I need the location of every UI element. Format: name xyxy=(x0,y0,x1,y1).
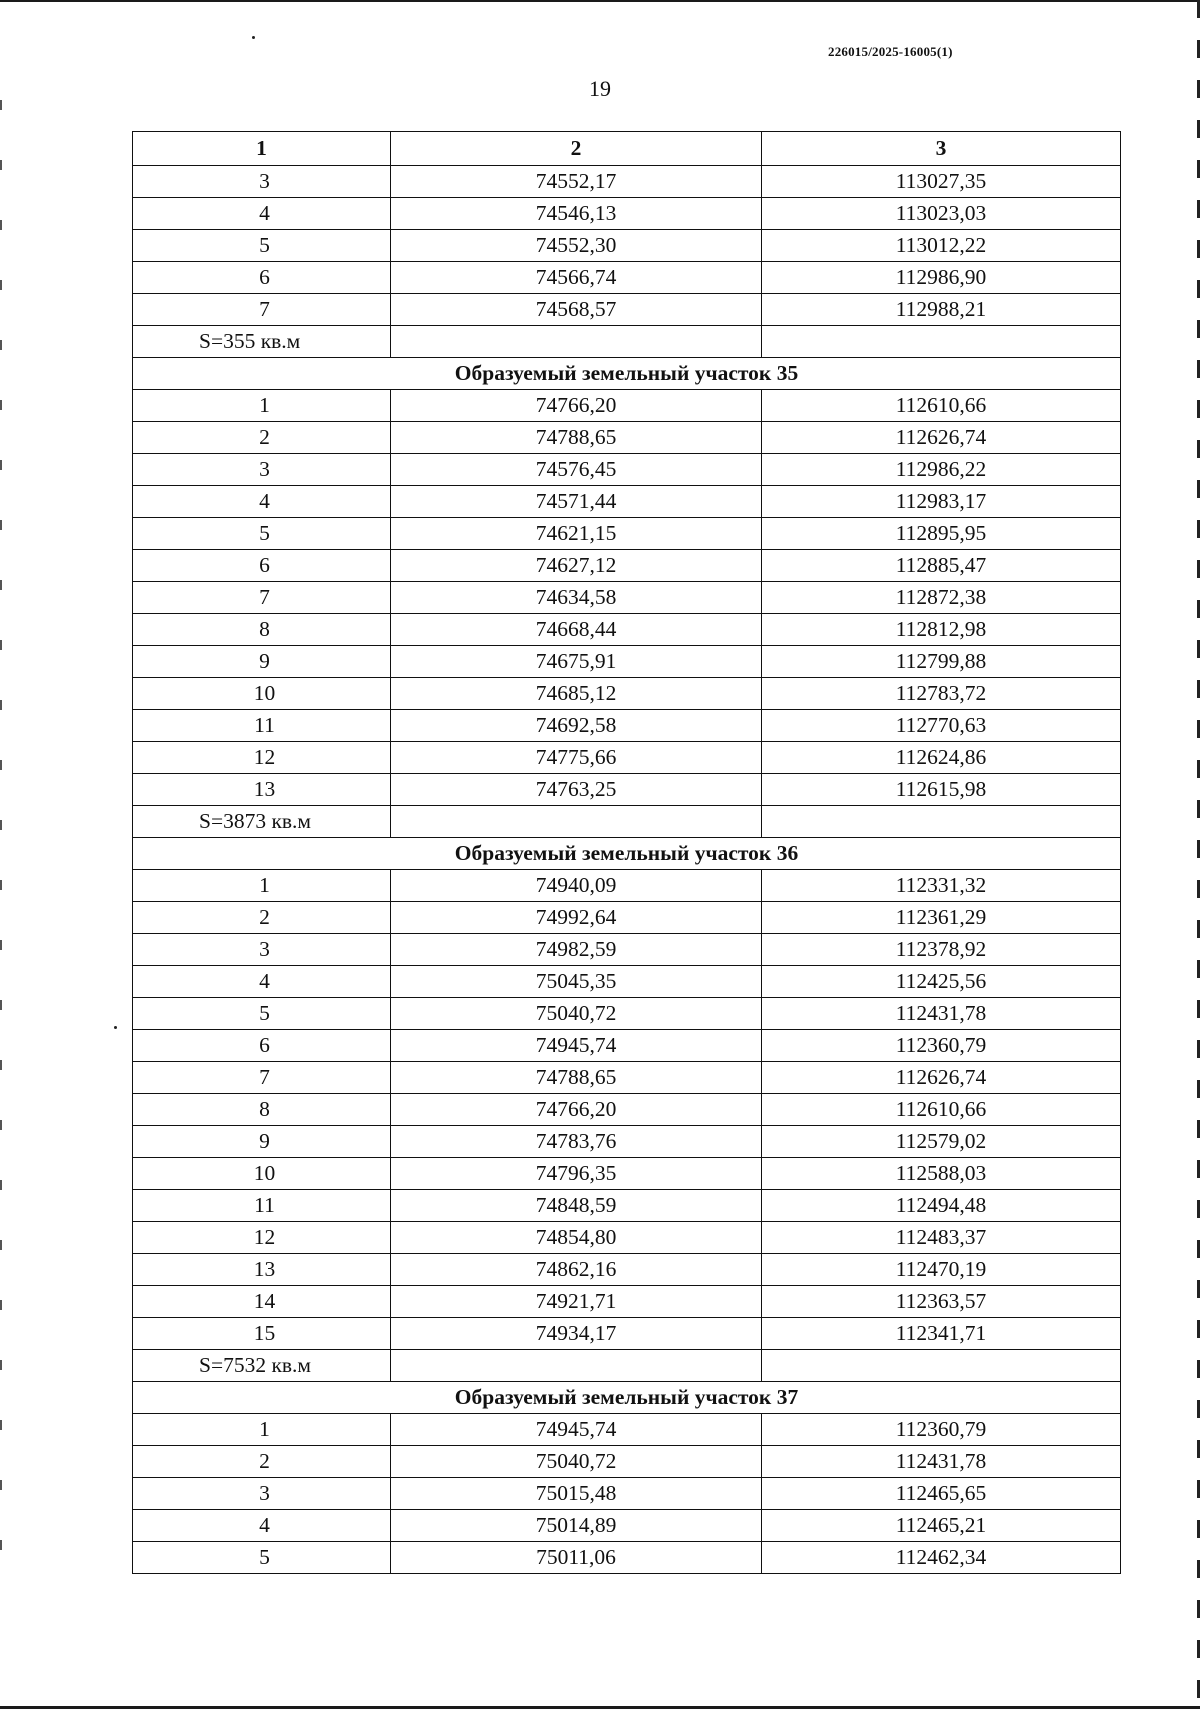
x-coordinate-cell: 74934,17 xyxy=(391,1318,762,1350)
point-number-cell: 4 xyxy=(133,966,391,998)
scan-edge-left xyxy=(0,100,2,1600)
y-coordinate-cell: 112360,79 xyxy=(762,1414,1121,1446)
point-number-cell: 7 xyxy=(133,294,391,326)
y-coordinate-cell: 112895,95 xyxy=(762,518,1121,550)
page-number: 19 xyxy=(589,76,611,101)
table-row xyxy=(133,1094,1121,1126)
area-cell: S=355 кв.м xyxy=(133,326,391,358)
y-coordinate-cell: 112626,74 xyxy=(762,422,1121,454)
column-header: 3 xyxy=(762,132,1121,166)
y-coordinate-cell: 112363,57 xyxy=(762,1286,1121,1318)
point-number-cell: 14 xyxy=(133,1286,391,1318)
x-coordinate-cell: 74766,20 xyxy=(391,1094,762,1126)
y-coordinate-cell: 113012,22 xyxy=(762,230,1121,262)
y-coordinate-cell: 112986,90 xyxy=(762,262,1121,294)
table-row xyxy=(133,934,1121,966)
x-coordinate-cell: 74945,74 xyxy=(391,1414,762,1446)
area-row xyxy=(133,1350,1121,1382)
x-coordinate-cell: 74775,66 xyxy=(391,742,762,774)
x-coordinate-cell: 74692,58 xyxy=(391,710,762,742)
point-number-cell: 3 xyxy=(133,1478,391,1510)
x-coordinate-cell: 74668,44 xyxy=(391,614,762,646)
x-coordinate-cell: 75015,48 xyxy=(391,1478,762,1510)
empty-cell xyxy=(762,326,1121,358)
area-cell: S=3873 кв.м xyxy=(133,806,391,838)
y-coordinate-cell: 112360,79 xyxy=(762,1030,1121,1062)
y-coordinate-cell: 112425,56 xyxy=(762,966,1121,998)
point-number-cell: 4 xyxy=(133,1510,391,1542)
point-number-cell: 12 xyxy=(133,742,391,774)
table-row xyxy=(133,998,1121,1030)
y-coordinate-cell: 112465,65 xyxy=(762,1478,1121,1510)
y-coordinate-cell: 113023,03 xyxy=(762,198,1121,230)
point-number-cell: 5 xyxy=(133,998,391,1030)
scan-speck xyxy=(252,36,255,39)
plot-heading: Образуемый земельный участок 35 xyxy=(133,358,1121,390)
x-coordinate-cell: 75040,72 xyxy=(391,998,762,1030)
table-row xyxy=(133,646,1121,678)
y-coordinate-cell: 112783,72 xyxy=(762,678,1121,710)
table-row xyxy=(133,390,1121,422)
x-coordinate-cell: 74854,80 xyxy=(391,1222,762,1254)
y-coordinate-cell: 112610,66 xyxy=(762,390,1121,422)
x-coordinate-cell: 74685,12 xyxy=(391,678,762,710)
plot-heading-row xyxy=(133,1382,1121,1414)
point-number-cell: 3 xyxy=(133,934,391,966)
point-number-cell: 6 xyxy=(133,550,391,582)
coordinates-table xyxy=(132,131,1121,1574)
y-coordinate-cell: 112465,21 xyxy=(762,1510,1121,1542)
table-row xyxy=(133,1222,1121,1254)
point-number-cell: 10 xyxy=(133,1158,391,1190)
y-coordinate-cell: 112483,37 xyxy=(762,1222,1121,1254)
x-coordinate-cell: 74940,09 xyxy=(391,870,762,902)
point-number-cell: 8 xyxy=(133,614,391,646)
table-row xyxy=(133,1478,1121,1510)
plot-heading: Образуемый земельный участок 37 xyxy=(133,1382,1121,1414)
table-row xyxy=(133,1286,1121,1318)
table-row xyxy=(133,870,1121,902)
table-row xyxy=(133,422,1121,454)
table-row xyxy=(133,198,1121,230)
x-coordinate-cell: 74945,74 xyxy=(391,1030,762,1062)
table-row xyxy=(133,1510,1121,1542)
y-coordinate-cell: 112494,48 xyxy=(762,1190,1121,1222)
empty-cell xyxy=(762,1350,1121,1382)
table-row xyxy=(133,1318,1121,1350)
y-coordinate-cell: 112615,98 xyxy=(762,774,1121,806)
x-coordinate-cell: 75011,06 xyxy=(391,1542,762,1574)
table-row xyxy=(133,1190,1121,1222)
scan-edge-bottom xyxy=(0,1703,1200,1709)
point-number-cell: 3 xyxy=(133,166,391,198)
y-coordinate-cell: 112799,88 xyxy=(762,646,1121,678)
point-number-cell: 1 xyxy=(133,870,391,902)
x-coordinate-cell: 74848,59 xyxy=(391,1190,762,1222)
x-coordinate-cell: 75040,72 xyxy=(391,1446,762,1478)
table-row xyxy=(133,454,1121,486)
x-coordinate-cell: 75014,89 xyxy=(391,1510,762,1542)
point-number-cell: 1 xyxy=(133,1414,391,1446)
x-coordinate-cell: 74766,20 xyxy=(391,390,762,422)
x-coordinate-cell: 74763,25 xyxy=(391,774,762,806)
table-row xyxy=(133,582,1121,614)
point-number-cell: 9 xyxy=(133,646,391,678)
point-number-cell: 3 xyxy=(133,454,391,486)
area-cell: S=7532 кв.м xyxy=(133,1350,391,1382)
x-coordinate-cell: 74862,16 xyxy=(391,1254,762,1286)
x-coordinate-cell: 74552,17 xyxy=(391,166,762,198)
table-row xyxy=(133,742,1121,774)
point-number-cell: 5 xyxy=(133,518,391,550)
y-coordinate-cell: 112431,78 xyxy=(762,998,1121,1030)
y-coordinate-cell: 112986,22 xyxy=(762,454,1121,486)
scan-edge-top xyxy=(0,0,1200,6)
point-number-cell: 6 xyxy=(133,1030,391,1062)
point-number-cell: 7 xyxy=(133,1062,391,1094)
x-coordinate-cell: 74796,35 xyxy=(391,1158,762,1190)
table-row xyxy=(133,1542,1121,1574)
y-coordinate-cell: 112885,47 xyxy=(762,550,1121,582)
point-number-cell: 11 xyxy=(133,710,391,742)
y-coordinate-cell: 112872,38 xyxy=(762,582,1121,614)
table-row xyxy=(133,486,1121,518)
table-row xyxy=(133,550,1121,582)
point-number-cell: 15 xyxy=(133,1318,391,1350)
y-coordinate-cell: 112770,63 xyxy=(762,710,1121,742)
point-number-cell: 9 xyxy=(133,1126,391,1158)
table-row xyxy=(133,1254,1121,1286)
empty-cell xyxy=(391,326,762,358)
point-number-cell: 5 xyxy=(133,230,391,262)
table-row xyxy=(133,710,1121,742)
y-coordinate-cell: 112361,29 xyxy=(762,902,1121,934)
y-coordinate-cell: 112626,74 xyxy=(762,1062,1121,1094)
point-number-cell: 8 xyxy=(133,1094,391,1126)
point-number-cell: 4 xyxy=(133,198,391,230)
table-row xyxy=(133,614,1121,646)
plot-heading-row xyxy=(133,838,1121,870)
y-coordinate-cell: 112378,92 xyxy=(762,934,1121,966)
area-row xyxy=(133,806,1121,838)
y-coordinate-cell: 112988,21 xyxy=(762,294,1121,326)
table-row xyxy=(133,1414,1121,1446)
table-row xyxy=(133,518,1121,550)
x-coordinate-cell: 74568,57 xyxy=(391,294,762,326)
plot-heading-row xyxy=(133,358,1121,390)
area-row xyxy=(133,326,1121,358)
x-coordinate-cell: 74576,45 xyxy=(391,454,762,486)
point-number-cell: 11 xyxy=(133,1190,391,1222)
point-number-cell: 12 xyxy=(133,1222,391,1254)
point-number-cell: 13 xyxy=(133,1254,391,1286)
x-coordinate-cell: 74546,13 xyxy=(391,198,762,230)
y-coordinate-cell: 112462,34 xyxy=(762,1542,1121,1574)
x-coordinate-cell: 75045,35 xyxy=(391,966,762,998)
x-coordinate-cell: 74783,76 xyxy=(391,1126,762,1158)
y-coordinate-cell: 112331,32 xyxy=(762,870,1121,902)
y-coordinate-cell: 112470,19 xyxy=(762,1254,1121,1286)
point-number-cell: 2 xyxy=(133,422,391,454)
table-row xyxy=(133,230,1121,262)
empty-cell xyxy=(391,806,762,838)
table-row xyxy=(133,1126,1121,1158)
table-row xyxy=(133,1030,1121,1062)
scan-speck xyxy=(114,1026,117,1029)
point-number-cell: 7 xyxy=(133,582,391,614)
point-number-cell: 6 xyxy=(133,262,391,294)
table-row xyxy=(133,966,1121,998)
x-coordinate-cell: 74788,65 xyxy=(391,1062,762,1094)
y-coordinate-cell: 112624,86 xyxy=(762,742,1121,774)
table-row xyxy=(133,678,1121,710)
y-coordinate-cell: 112341,71 xyxy=(762,1318,1121,1350)
x-coordinate-cell: 74552,30 xyxy=(391,230,762,262)
table-row xyxy=(133,1062,1121,1094)
x-coordinate-cell: 74621,15 xyxy=(391,518,762,550)
point-number-cell: 2 xyxy=(133,902,391,934)
x-coordinate-cell: 74675,91 xyxy=(391,646,762,678)
point-number-cell: 4 xyxy=(133,486,391,518)
table-row xyxy=(133,166,1121,198)
column-header: 2 xyxy=(391,132,762,166)
table-row xyxy=(133,262,1121,294)
table-row xyxy=(133,294,1121,326)
document-number: 226015/2025-16005(1) xyxy=(828,44,953,59)
x-coordinate-cell: 74627,12 xyxy=(391,550,762,582)
y-coordinate-cell: 112588,03 xyxy=(762,1158,1121,1190)
x-coordinate-cell: 74571,44 xyxy=(391,486,762,518)
point-number-cell: 5 xyxy=(133,1542,391,1574)
table-row xyxy=(133,1158,1121,1190)
point-number-cell: 1 xyxy=(133,390,391,422)
y-coordinate-cell: 112431,78 xyxy=(762,1446,1121,1478)
y-coordinate-cell: 112579,02 xyxy=(762,1126,1121,1158)
plot-heading: Образуемый земельный участок 36 xyxy=(133,838,1121,870)
x-coordinate-cell: 74982,59 xyxy=(391,934,762,966)
table-row xyxy=(133,774,1121,806)
point-number-cell: 13 xyxy=(133,774,391,806)
column-header: 1 xyxy=(133,132,391,166)
table-header-row xyxy=(133,132,1121,166)
table-body xyxy=(133,166,1121,1574)
x-coordinate-cell: 74566,74 xyxy=(391,262,762,294)
point-number-cell: 2 xyxy=(133,1446,391,1478)
empty-cell xyxy=(762,806,1121,838)
y-coordinate-cell: 112610,66 xyxy=(762,1094,1121,1126)
y-coordinate-cell: 112983,17 xyxy=(762,486,1121,518)
x-coordinate-cell: 74788,65 xyxy=(391,422,762,454)
x-coordinate-cell: 74634,58 xyxy=(391,582,762,614)
y-coordinate-cell: 113027,35 xyxy=(762,166,1121,198)
point-number-cell: 10 xyxy=(133,678,391,710)
table-row xyxy=(133,1446,1121,1478)
table-row xyxy=(133,902,1121,934)
y-coordinate-cell: 112812,98 xyxy=(762,614,1121,646)
empty-cell xyxy=(391,1350,762,1382)
x-coordinate-cell: 74921,71 xyxy=(391,1286,762,1318)
x-coordinate-cell: 74992,64 xyxy=(391,902,762,934)
